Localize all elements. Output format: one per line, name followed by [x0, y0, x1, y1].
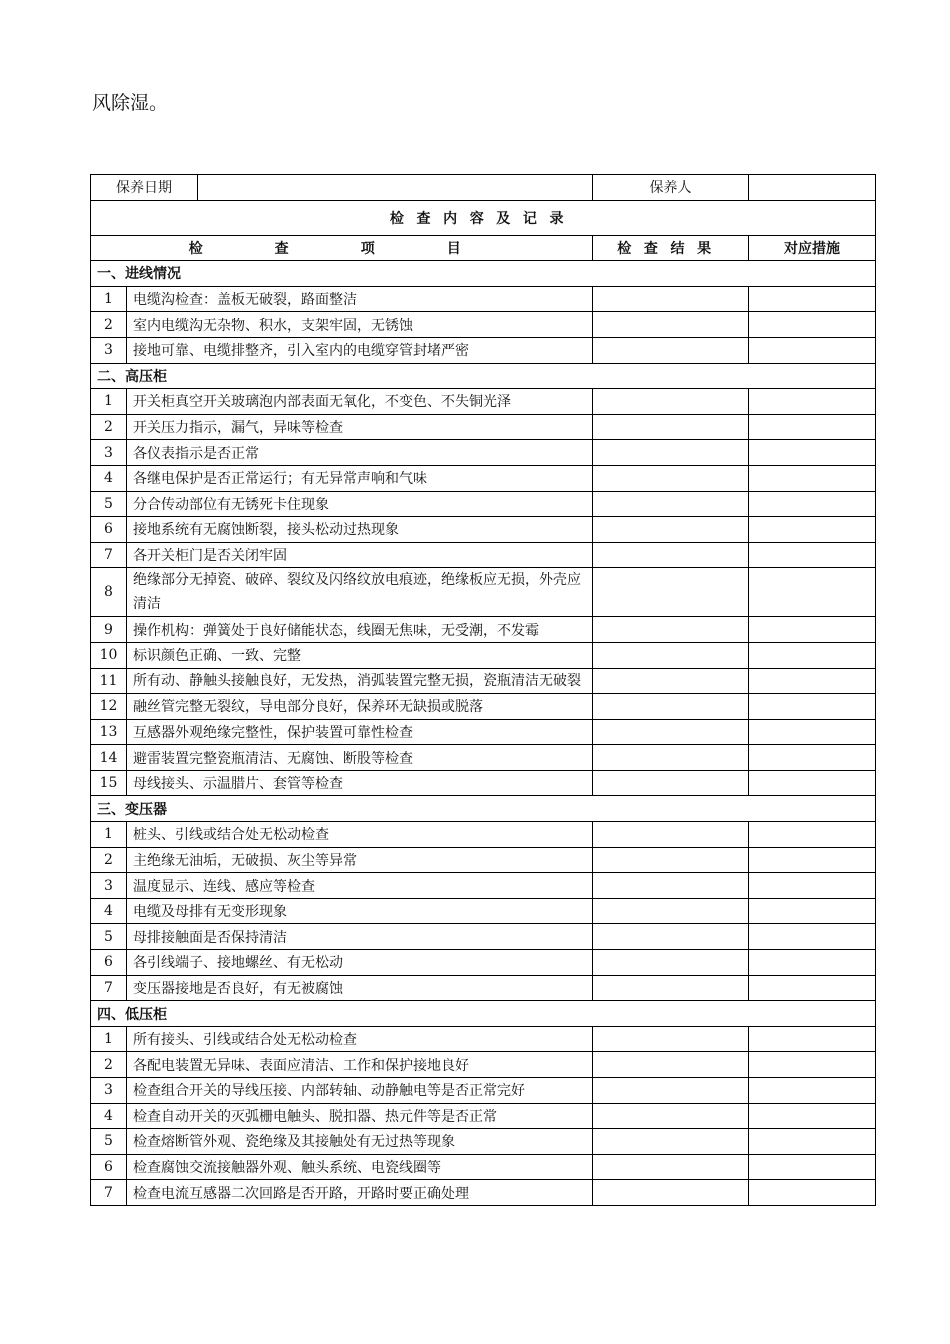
table-row [91, 924, 876, 950]
section-row [91, 261, 876, 287]
measure-cell[interactable] [749, 1180, 876, 1206]
item-number: 4 [91, 898, 127, 924]
measure-cell[interactable] [749, 898, 876, 924]
item-number: 3 [91, 1078, 127, 1104]
item-number: 14 [91, 745, 127, 771]
person-label: 保养人 [593, 175, 749, 201]
item-text: 各仪表指示是否正常 [127, 440, 593, 466]
measure-cell[interactable] [749, 950, 876, 976]
item-number: 15 [91, 770, 127, 796]
measure-cell[interactable] [749, 668, 876, 694]
intro-text: 风除湿。 [92, 92, 169, 114]
item-number: 2 [91, 414, 127, 440]
item-number: 2 [91, 847, 127, 873]
table-row [91, 568, 876, 617]
measure-cell[interactable] [749, 1078, 876, 1104]
item-number: 5 [91, 924, 127, 950]
item-number: 3 [91, 873, 127, 899]
table-row [91, 847, 876, 873]
item-text: 所有接头、引线或结合处无松动检查 [127, 1026, 593, 1052]
result-cell[interactable] [593, 1180, 749, 1206]
item-text: 主绝缘无油垢，无破损、灰尘等异常 [127, 847, 593, 873]
result-cell[interactable] [593, 491, 749, 517]
item-text: 母线接头、示温腊片、套管等检查 [127, 770, 593, 796]
measure-cell[interactable] [749, 568, 876, 617]
result-cell[interactable] [593, 1103, 749, 1129]
result-cell[interactable] [593, 568, 749, 617]
result-cell[interactable] [593, 924, 749, 950]
measure-cell[interactable] [749, 822, 876, 848]
table-row [91, 491, 876, 517]
item-text: 分合传动部位有无锈死卡住现象 [127, 491, 593, 517]
item-text: 检查电流互感器二次回路是否开路，开路时要正确处理 [127, 1180, 593, 1206]
item-text: 接地系统有无腐蚀断裂，接头松动过热现象 [127, 517, 593, 543]
header-row [91, 175, 876, 201]
result-cell[interactable] [593, 542, 749, 568]
item-text: 电缆沟检查：盖板无破裂，路面整洁 [127, 286, 593, 312]
item-number: 7 [91, 1180, 127, 1206]
result-cell[interactable] [593, 770, 749, 796]
result-cell[interactable] [593, 1026, 749, 1052]
table-row [91, 1154, 876, 1180]
table-row [91, 668, 876, 694]
item-number: 9 [91, 617, 127, 643]
item-text: 检查自动开关的灭弧栅电触头、脱扣器、热元件等是否正常 [127, 1103, 593, 1129]
item-number: 10 [91, 642, 127, 668]
result-cell[interactable] [593, 898, 749, 924]
item-text: 各配电装置无异味、表面应清洁、工作和保护接地良好 [127, 1052, 593, 1078]
table-row [91, 873, 876, 899]
result-cell[interactable] [593, 389, 749, 415]
table-row [91, 337, 876, 363]
person-field[interactable] [749, 175, 876, 201]
measure-cell[interactable] [749, 1103, 876, 1129]
item-text: 桩头、引线或结合处无松动检查 [127, 822, 593, 848]
table-row [91, 898, 876, 924]
result-cell[interactable] [593, 1052, 749, 1078]
measure-cell[interactable] [749, 389, 876, 415]
item-text: 互感器外观绝缘完整性，保护装置可靠性检查 [127, 719, 593, 745]
section-title: 一、进线情况 [91, 261, 876, 287]
result-cell[interactable] [593, 1129, 749, 1155]
result-cell[interactable] [593, 414, 749, 440]
item-number: 5 [91, 1129, 127, 1155]
table-row [91, 822, 876, 848]
item-text: 操作机构：弹簧处于良好储能状态，线圈无焦味，无受潮，不发霉 [127, 617, 593, 643]
item-text: 所有动、静触头接触良好，无发热，消弧装置完整无损，瓷瓶清洁无破裂 [127, 668, 593, 694]
item-text: 检查腐蚀交流接触器外观、触头系统、电瓷线圈等 [127, 1154, 593, 1180]
maintenance-checklist-table [90, 174, 876, 1206]
result-cell[interactable] [593, 668, 749, 694]
result-cell[interactable] [593, 873, 749, 899]
item-text: 绝缘部分无掉瓷、破碎、裂纹及闪络纹放电痕迹，绝缘板应无损，外壳应清洁 [127, 568, 593, 617]
item-number: 3 [91, 440, 127, 466]
item-number: 4 [91, 1103, 127, 1129]
item-number: 2 [91, 312, 127, 338]
result-cell[interactable] [593, 719, 749, 745]
measure-cell[interactable] [749, 642, 876, 668]
item-text: 室内电缆沟无杂物、积水，支架牢固，无锈蚀 [127, 312, 593, 338]
result-cell[interactable] [593, 847, 749, 873]
date-label: 保养日期 [91, 175, 198, 201]
table-row [91, 440, 876, 466]
item-number: 7 [91, 975, 127, 1001]
table-row [91, 719, 876, 745]
item-text: 开关压力指示，漏气，异味等检查 [127, 414, 593, 440]
section-row [91, 363, 876, 389]
table-row [91, 542, 876, 568]
table-row [91, 414, 876, 440]
result-cell[interactable] [593, 975, 749, 1001]
table-row [91, 1026, 876, 1052]
result-cell[interactable] [593, 745, 749, 771]
result-cell[interactable] [593, 312, 749, 338]
table-row [91, 1103, 876, 1129]
measure-cell[interactable] [749, 414, 876, 440]
measure-cell[interactable] [749, 1026, 876, 1052]
result-cell[interactable] [593, 286, 749, 312]
measure-cell[interactable] [749, 694, 876, 720]
item-text: 检查熔断管外观、瓷绝缘及其接触处有无过热等现象 [127, 1129, 593, 1155]
table-row [91, 975, 876, 1001]
table-row [91, 950, 876, 976]
measure-cell[interactable] [749, 924, 876, 950]
item-text: 温度显示、连线、感应等检查 [127, 873, 593, 899]
measure-cell[interactable] [749, 312, 876, 338]
measure-cell[interactable] [749, 770, 876, 796]
column-result-header: 检查结果 [593, 235, 749, 261]
item-number: 1 [91, 389, 127, 415]
item-number: 3 [91, 337, 127, 363]
section-title: 二、高压柜 [91, 363, 876, 389]
column-item-header: 检 查 项 目 [91, 235, 593, 261]
item-text: 标识颜色正确、一致、完整 [127, 642, 593, 668]
measure-cell[interactable] [749, 617, 876, 643]
table-title: 检查内容及记录 [91, 200, 876, 235]
table-row [91, 517, 876, 543]
measure-cell[interactable] [749, 745, 876, 771]
measure-cell[interactable] [749, 1052, 876, 1078]
table-row [91, 465, 876, 491]
table-row [91, 1078, 876, 1104]
result-cell[interactable] [593, 440, 749, 466]
item-text: 检查组合开关的导线压接、内部转轴、动静触电等是否正常完好 [127, 1078, 593, 1104]
item-number: 6 [91, 517, 127, 543]
item-number: 5 [91, 491, 127, 517]
result-cell[interactable] [593, 694, 749, 720]
table-row [91, 389, 876, 415]
measure-cell[interactable] [749, 337, 876, 363]
result-cell[interactable] [593, 1154, 749, 1180]
item-number: 12 [91, 694, 127, 720]
item-text: 开关柜真空开关玻璃泡内部表面无氧化，不变色、不失铜光泽 [127, 389, 593, 415]
item-text: 变压器接地是否良好，有无被腐蚀 [127, 975, 593, 1001]
measure-cell[interactable] [749, 719, 876, 745]
section-row [91, 796, 876, 822]
column-header-row [91, 235, 876, 261]
section-row [91, 1001, 876, 1027]
result-cell[interactable] [593, 950, 749, 976]
item-number: 13 [91, 719, 127, 745]
item-number: 6 [91, 1154, 127, 1180]
result-cell[interactable] [593, 642, 749, 668]
item-text: 各继电保护是否正常运行；有无异常声响和气味 [127, 465, 593, 491]
table-row [91, 617, 876, 643]
item-number: 6 [91, 950, 127, 976]
table-row [91, 745, 876, 771]
item-text: 母排接触面是否保持清洁 [127, 924, 593, 950]
result-cell[interactable] [593, 517, 749, 543]
result-cell[interactable] [593, 465, 749, 491]
measure-cell[interactable] [749, 975, 876, 1001]
title-row [91, 200, 876, 235]
item-number: 1 [91, 822, 127, 848]
result-cell[interactable] [593, 1078, 749, 1104]
measure-cell[interactable] [749, 1129, 876, 1155]
result-cell[interactable] [593, 337, 749, 363]
item-number: 11 [91, 668, 127, 694]
item-text: 融丝管完整无裂纹，导电部分良好，保养环无缺损或脱落 [127, 694, 593, 720]
measure-cell[interactable] [749, 1154, 876, 1180]
measure-cell[interactable] [749, 873, 876, 899]
section-title: 三、变压器 [91, 796, 876, 822]
table-row [91, 1180, 876, 1206]
measure-cell[interactable] [749, 542, 876, 568]
measure-cell[interactable] [749, 286, 876, 312]
measure-cell[interactable] [749, 465, 876, 491]
item-number: 8 [91, 568, 127, 617]
table-row [91, 312, 876, 338]
item-text: 各引线端子、接地螺丝、有无松动 [127, 950, 593, 976]
table-row [91, 286, 876, 312]
result-cell[interactable] [593, 617, 749, 643]
item-text: 电缆及母排有无变形现象 [127, 898, 593, 924]
item-text: 各开关柜门是否关闭牢固 [127, 542, 593, 568]
item-number: 1 [91, 286, 127, 312]
item-text: 接地可靠、电缆排整齐，引入室内的电缆穿管封堵严密 [127, 337, 593, 363]
date-field[interactable] [198, 175, 593, 201]
measure-cell[interactable] [749, 847, 876, 873]
item-number: 2 [91, 1052, 127, 1078]
item-number: 7 [91, 542, 127, 568]
item-number: 1 [91, 1026, 127, 1052]
measure-cell[interactable] [749, 440, 876, 466]
table-row [91, 770, 876, 796]
table-row [91, 1129, 876, 1155]
table-row [91, 642, 876, 668]
item-number: 4 [91, 465, 127, 491]
table-row [91, 694, 876, 720]
result-cell[interactable] [593, 822, 749, 848]
item-text: 避雷装置完整瓷瓶清洁、无腐蚀、断股等检查 [127, 745, 593, 771]
table-row [91, 1052, 876, 1078]
section-title: 四、低压柜 [91, 1001, 876, 1027]
measure-cell[interactable] [749, 517, 876, 543]
measure-cell[interactable] [749, 491, 876, 517]
column-measure-header: 对应措施 [749, 235, 876, 261]
